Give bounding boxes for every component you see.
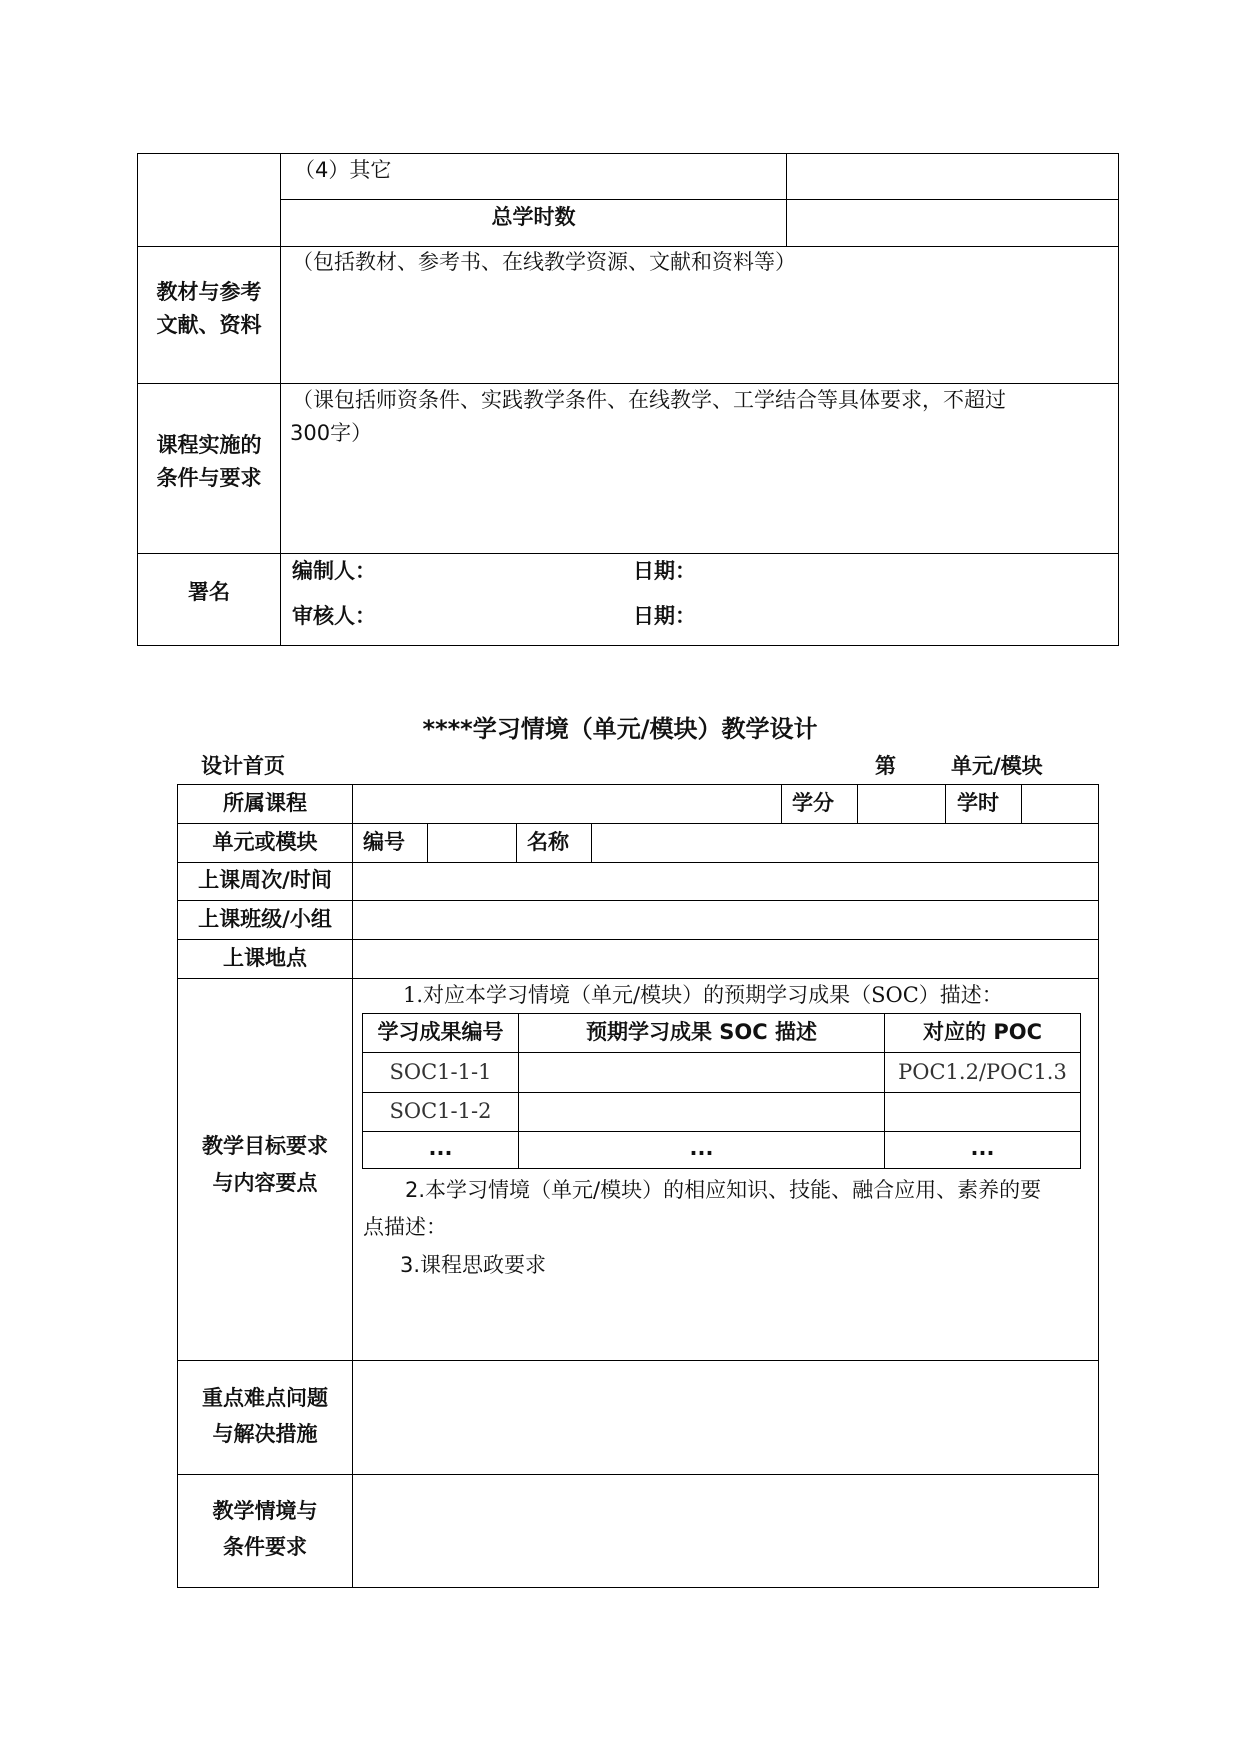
reviewer-label: 审核人： [292, 604, 376, 628]
key-points-label-line2: 与解决措施 [212, 1422, 318, 1446]
compiler-label: 编制人： [292, 559, 376, 583]
credit-label: 学分 [792, 791, 834, 815]
textbooks-hint: （包括教材、参考书、在线教学资源、文献和资料等） [292, 250, 796, 274]
name-label: 名称 [527, 830, 569, 854]
context-label-line1: 教学情境与 [212, 1499, 318, 1523]
unit-prefix: 第 [875, 754, 896, 778]
soc-cell-number: ... [428, 1136, 453, 1160]
other-hours-label: （4）其它 [294, 158, 392, 182]
soc-cell-description: ... [689, 1136, 714, 1160]
soc-cell-poc: ... [970, 1136, 995, 1160]
unit-suffix: 单元/模块 [951, 754, 1043, 778]
design-title: ****学习情境（单元/模块）教学设计 [422, 715, 818, 743]
unit-label: 单元或模块 [212, 830, 318, 854]
compile-date-label: 日期： [633, 559, 696, 583]
ideology-requirement: 3.课程思政要求 [400, 1253, 547, 1277]
textbooks-label-line1: 教材与参考 [156, 280, 262, 304]
implementation-hint-line2: 300字） [290, 421, 373, 445]
soc-cell-number: SOC1-1-2 [389, 1099, 492, 1123]
review-date-label: 日期： [633, 604, 696, 628]
knowledge-line1: 2.本学习情境（单元/模块）的相应知识、技能、融合应用、素养的要 [405, 1178, 1042, 1202]
objectives-label-line2: 与内容要点 [212, 1171, 318, 1195]
soc-header-poc: 对应的 POC [923, 1020, 1042, 1044]
implementation-hint-line1: （课包括师资条件、实践教学条件、在线教学、工学结合等具体要求，不超过 [292, 388, 1006, 412]
course-label: 所属课程 [223, 791, 307, 815]
implementation-label-line2: 条件与要求 [156, 466, 262, 490]
context-label-line2: 条件要求 [223, 1535, 307, 1559]
knowledge-line2: 点描述： [363, 1215, 447, 1239]
hours-label: 学时 [957, 791, 999, 815]
implementation-label-line1: 课程实施的 [156, 433, 262, 457]
soc-header-number: 学习成果编号 [377, 1020, 504, 1044]
objectives-label-line1: 教学目标要求 [202, 1134, 328, 1158]
soc-intro: 1.对应本学习情境（单元/模块）的预期学习成果（SOC）描述： [403, 983, 1003, 1007]
soc-header-description: 预期学习成果 SOC 描述 [585, 1020, 817, 1044]
total-hours-label: 总学时数 [491, 205, 576, 229]
class-label: 上课班级/小组 [198, 907, 332, 931]
key-points-label-line1: 重点难点问题 [202, 1386, 328, 1410]
soc-cell-poc: POC1.2/POC1.3 [898, 1060, 1067, 1084]
number-label: 编号 [363, 830, 405, 854]
location-label: 上课地点 [223, 946, 307, 970]
textbooks-label-line2: 文献、资料 [156, 313, 262, 337]
soc-cell-number: SOC1-1-1 [389, 1060, 492, 1084]
signature-label: 署名 [188, 580, 230, 604]
week-label: 上课周次/时间 [198, 868, 332, 892]
first-page-label: 设计首页 [201, 754, 285, 778]
